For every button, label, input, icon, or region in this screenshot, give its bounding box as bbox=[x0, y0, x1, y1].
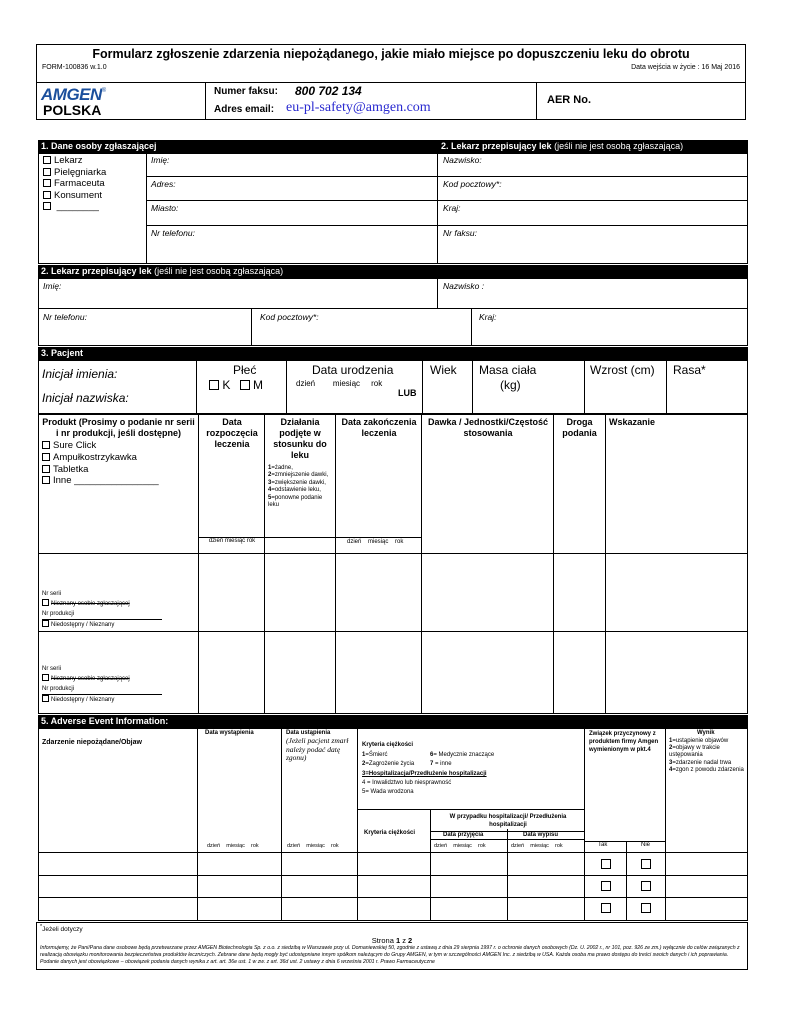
product-table bbox=[38, 414, 748, 714]
weight-label: Masa ciała bbox=[479, 363, 537, 377]
checkbox[interactable] bbox=[42, 441, 50, 449]
criteria-1: 1=Śmierć bbox=[362, 752, 388, 758]
criteria-right bbox=[430, 751, 494, 768]
option-sure-click[interactable]: Sure Click bbox=[42, 440, 159, 452]
height-label: Wzrost (cm) bbox=[590, 363, 655, 377]
admit-date-sub: dzień miesiąc rok bbox=[434, 843, 486, 849]
field-country[interactable]: Kraj: bbox=[443, 203, 461, 213]
checkbox[interactable] bbox=[43, 179, 51, 187]
section3-header: 3. Pacjent bbox=[38, 347, 748, 360]
criteria-4: 4 = Inwalidztwo lub niesprawność bbox=[362, 780, 452, 786]
prod-no-label: Nr produkcji bbox=[42, 686, 162, 695]
field-fax[interactable]: Nr faksu: bbox=[443, 228, 478, 238]
checkbox[interactable] bbox=[42, 674, 49, 681]
causal-yes-checkbox-2[interactable] bbox=[601, 881, 611, 891]
criteria-7: 7 = inne bbox=[430, 760, 452, 767]
field-initial-first[interactable]: Inicjał imienia: bbox=[42, 367, 118, 381]
aer-number-label: AER No. bbox=[547, 94, 591, 106]
dob-sub: dzień miesiąc rok bbox=[296, 379, 383, 388]
outcome-2: 2=objawy w trakcie ustępowania bbox=[669, 745, 720, 759]
page-number: Strona 1 z 2 bbox=[371, 936, 413, 945]
sex-label: Płeć bbox=[233, 363, 257, 377]
form-id: FORM-100836 w.1.0 bbox=[42, 64, 107, 71]
effective-date: Data wejścia w życie : 16 Maj 2016 bbox=[631, 64, 740, 71]
admit-header: Data przyjęcia bbox=[443, 832, 484, 838]
criteria-2: 2=Zagrożenie życia bbox=[362, 760, 415, 767]
field-prescriber-postal[interactable]: Kod pocztowy*: bbox=[260, 312, 319, 322]
batch-label: Nr serii bbox=[42, 591, 61, 597]
fax-label: Numer faksu: bbox=[214, 86, 278, 97]
action-code-1: 1=żadne, bbox=[268, 465, 293, 471]
causal-no-checkbox-3[interactable] bbox=[641, 903, 651, 913]
outcome-codes bbox=[669, 738, 745, 774]
checkbox[interactable] bbox=[42, 695, 49, 702]
action-codes bbox=[268, 465, 334, 509]
option-inne[interactable]: Inne ________________ bbox=[42, 475, 159, 487]
action-code-3: 3=zwiększenie dawki, bbox=[268, 479, 326, 486]
criteria2-header: Kryteria ciężkości bbox=[364, 830, 416, 836]
prod-unknown[interactable]: Niedostępny / Nieznany bbox=[42, 620, 162, 630]
option-tabletka[interactable]: Tabletka bbox=[42, 464, 159, 476]
country-label: POLSKA bbox=[43, 102, 102, 118]
section3-box bbox=[38, 360, 748, 414]
legal-text: Informujemy, że Pani/Pana dane osobowe będą przetwarzane przez AMGEN Biotechnologia Sp. z o.o. z siedzibą w Warszawie przy ul. Domaniewskiej 50, zgodnie z ustawą z dnia 29 sierpnia 1997 r. o ochronie danych osobowych (Dz. U. 2002 r., nr 101, poz. 926 ze zm.) wyłącznie do celów związanych z realizacją obowiązku monitorowania bezpieczeństwa produktów leczniczych. Zebrane dane będą mogły być udostępniane innym spółkom należącym do Grupy AMGEN, w tym w szczególności AMGEN Inc. z siedzibą w USA. Każda osoba ma prawo dostępu do treści swoich danych i ich poprawiania. Podanie danych jest obowiązkowe – obowiązek podania danych wynika z art. art. 36e ust. 1 w zw. z art. 36d ust. 2 ustawy z dnia 6 września 2001 r. Prawo Farmaceutyczne bbox=[40, 945, 740, 966]
section1-header: 1. Dane osoby zgłaszającej bbox=[38, 140, 438, 153]
resolved-note: (Jeżeli pacjent zmarł należy podać datę zgonu) bbox=[286, 736, 349, 762]
yes-label: Tak bbox=[598, 842, 608, 848]
criteria-3: 3=Hospitalizacja/Przedłużenie hospitalizacji bbox=[362, 771, 487, 777]
option-ampulkostrzykawka[interactable]: Ampułkostrzykawka bbox=[42, 452, 159, 464]
checkbox[interactable] bbox=[43, 156, 51, 164]
checkbox[interactable] bbox=[42, 453, 50, 461]
or-label: LUB bbox=[398, 388, 417, 398]
email-label: Adres email: bbox=[214, 104, 275, 115]
causal-yes-checkbox-1[interactable] bbox=[601, 859, 611, 869]
onset-date-sub: dzień miesiąc rok bbox=[207, 843, 259, 849]
causal-yes-checkbox-3[interactable] bbox=[601, 903, 611, 913]
product-options bbox=[42, 440, 159, 487]
prod-no-label: Nr produkcji bbox=[42, 611, 162, 620]
role-farmaceuta[interactable]: Farmaceuta bbox=[43, 178, 106, 190]
section1-box bbox=[38, 153, 748, 264]
start-date-header: Data rozpoczęcia leczenia bbox=[206, 417, 258, 449]
field-initial-last[interactable]: Inicjał nazwiska: bbox=[42, 391, 129, 405]
field-name[interactable]: Imię: bbox=[151, 155, 170, 165]
footer-box bbox=[36, 922, 748, 970]
section2b-box bbox=[38, 278, 748, 346]
field-city[interactable]: Miasto: bbox=[151, 203, 179, 213]
header-info-box bbox=[36, 82, 746, 120]
checkbox[interactable] bbox=[42, 465, 50, 473]
sex-options: K M bbox=[209, 378, 263, 392]
form-title: Formularz zgłoszenie zdarzenia niepożądanego, jakie miało miejsce po dopuszczeniu leku do obrotu bbox=[92, 47, 690, 61]
footnote: *Jeżeli dotyczy bbox=[40, 924, 83, 934]
criteria-6: 6= Medycznie znaczące bbox=[430, 752, 495, 758]
checkbox[interactable] bbox=[43, 202, 51, 210]
action-code-5: 5=ponowne podanie leku bbox=[268, 494, 323, 509]
route-header: Droga podania bbox=[562, 417, 597, 438]
batch-unknown[interactable]: Nieznany osobie zgłaszającej bbox=[42, 674, 162, 684]
outcome-4: 4=zgon z powodu zdarzenia bbox=[669, 766, 744, 773]
discharge-date-sub: dzień miesiąc rok bbox=[511, 843, 563, 849]
action-code-4: 4=odstawienie leku, bbox=[268, 487, 321, 494]
race-label: Rasa* bbox=[673, 363, 706, 377]
product-header: Produkt (Prosimy o podanie nr serii i nr produkcji, jeśli dostępne) bbox=[42, 417, 195, 438]
hospital-header: W przypadku hospitalizacji/ Przedłużenia hospitalizacji bbox=[449, 814, 567, 828]
dob-label: Data urodzenia bbox=[312, 363, 394, 377]
criteria-header: Kryteria ciężkości bbox=[362, 742, 414, 748]
checkbox[interactable] bbox=[43, 168, 51, 176]
checkbox[interactable] bbox=[43, 191, 51, 199]
action-code-2: 2=zmniejszenie dawki, bbox=[268, 472, 329, 479]
sex-k-checkbox[interactable] bbox=[209, 380, 219, 390]
dose-header: Dawka / Jednostki/Częstość stosowania bbox=[427, 417, 549, 438]
batch-label: Nr serii bbox=[42, 666, 61, 672]
field-prescriber-country[interactable]: Kraj: bbox=[479, 312, 497, 322]
causal-no-checkbox-1[interactable] bbox=[641, 859, 651, 869]
role-lekarz[interactable]: Lekarz bbox=[43, 155, 106, 167]
action-header: Działania podjęte w stosunku do leku bbox=[273, 417, 327, 460]
fax-value: 800 702 134 bbox=[295, 84, 362, 98]
field-address[interactable]: Adres: bbox=[151, 179, 176, 189]
section2a-header: 2. Lekarz przepisujący lek (jeśli nie jest osobą zgłaszająca) bbox=[438, 140, 748, 153]
causal-no-checkbox-2[interactable] bbox=[641, 881, 651, 891]
outcome-3: 3=zdarzenie nadal trwa bbox=[669, 759, 732, 766]
role-pielegniarka[interactable]: Pielęgniarka bbox=[43, 167, 106, 179]
no-label: Nie bbox=[641, 842, 651, 848]
amgen-logo-text: AMGEN bbox=[41, 85, 102, 104]
section5-header: 5. Adverse Event Information: bbox=[38, 715, 748, 728]
onset-header: Data wystąpienia bbox=[205, 730, 254, 736]
outcome-1: 1=ustąpienie objawów bbox=[669, 738, 729, 744]
sex-m-checkbox[interactable] bbox=[240, 380, 250, 390]
resolved-header: Data ustąpienia bbox=[286, 730, 331, 736]
role-konsument[interactable]: Konsument bbox=[43, 190, 106, 202]
prod-unknown[interactable]: Niedostępny / Nieznany bbox=[42, 695, 162, 705]
field-prescriber-phone[interactable]: Nr telefonu: bbox=[43, 312, 87, 322]
end-date-sub: dzień miesiąc rok bbox=[347, 539, 404, 545]
resolved-date-sub: dzień miesiąc rok bbox=[287, 843, 339, 849]
reporter-role-list bbox=[43, 155, 106, 213]
batch-unknown[interactable]: Nieznany osobie zgłaszającej bbox=[42, 599, 162, 609]
discharge-header: Data wypisu bbox=[523, 832, 559, 838]
causal-header: Związek przyczynowy z produktem firmy Amgen wymienionym w pkt.4 bbox=[589, 731, 659, 753]
header-title-box bbox=[36, 44, 746, 83]
age-label: Wiek bbox=[430, 363, 457, 377]
end-date-header: Data zakończenia leczenia bbox=[341, 417, 417, 438]
section2b-header: 2. Lekarz przepisujący lek (jeśli nie jest osobą zgłaszająca) bbox=[38, 265, 748, 278]
logo-registered: ® bbox=[101, 88, 107, 94]
field-prescriber-name[interactable]: Imię: bbox=[43, 281, 62, 291]
criteria-5: 5= Wada wrodzona bbox=[362, 789, 414, 795]
product-row-1-batch bbox=[42, 591, 162, 629]
field-postal[interactable]: Kod pocztowy*: bbox=[443, 179, 502, 189]
section5-table bbox=[38, 728, 748, 921]
start-date-sub: dzień miesiąc rok bbox=[208, 538, 256, 544]
field-phone[interactable]: Nr telefonu: bbox=[151, 228, 195, 238]
outcome-header: Wynik bbox=[697, 730, 715, 736]
checkbox[interactable] bbox=[42, 476, 50, 484]
indication-header: Wskazanie bbox=[609, 417, 656, 427]
criteria-left bbox=[362, 751, 414, 768]
checkbox[interactable] bbox=[42, 620, 49, 627]
email-link[interactable]: eu-pl-safety@amgen.com bbox=[286, 100, 431, 115]
checkbox[interactable] bbox=[42, 599, 49, 606]
product-row-2-batch bbox=[42, 666, 162, 704]
event-header: Zdarzenie niepożądane/Objaw bbox=[42, 739, 142, 746]
weight-unit: (kg) bbox=[500, 378, 521, 392]
field-prescriber-surname[interactable]: Nazwisko : bbox=[443, 281, 485, 291]
field-surname[interactable]: Nazwisko: bbox=[443, 155, 482, 165]
role-other[interactable]: ________ bbox=[43, 201, 106, 213]
